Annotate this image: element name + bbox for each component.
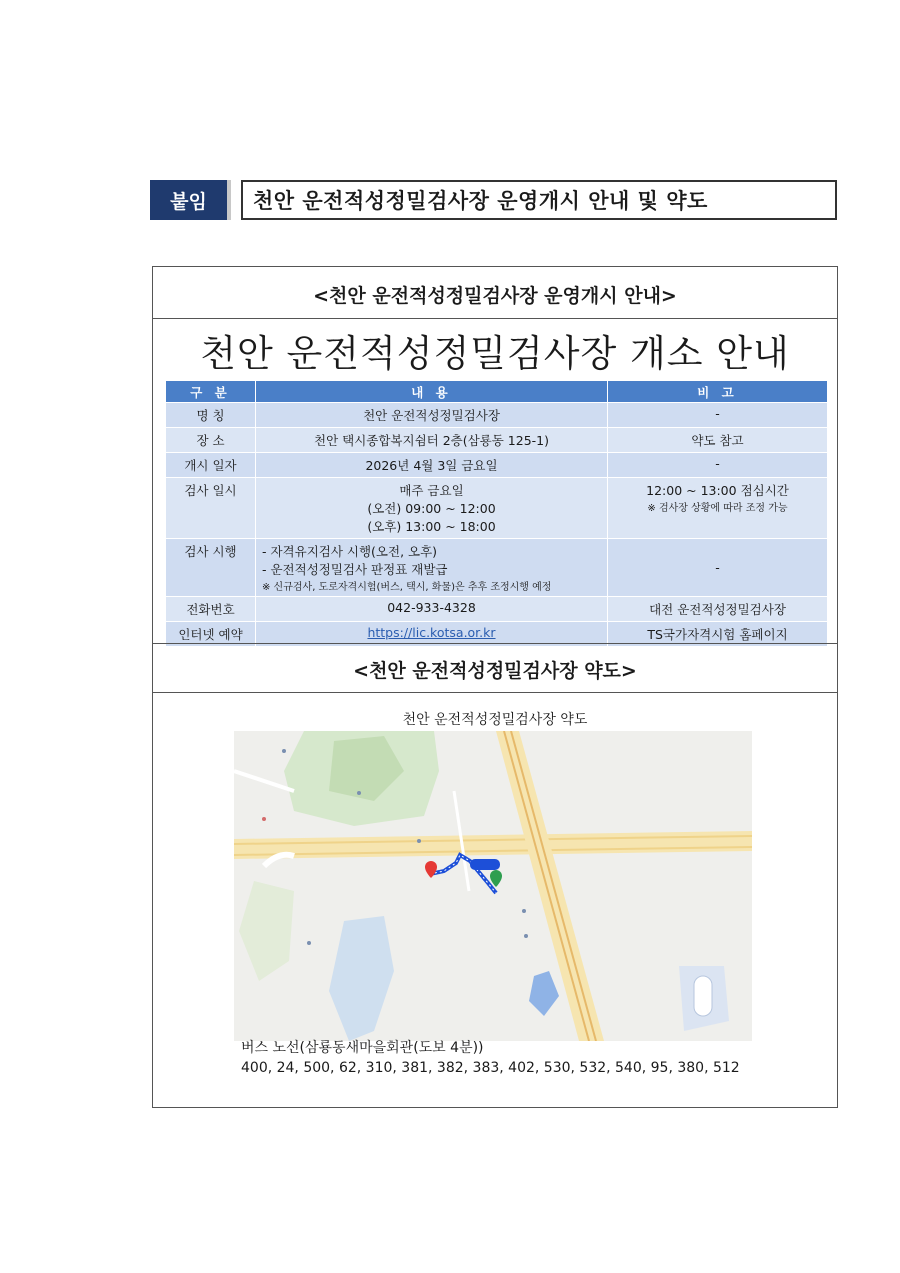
row-note: - <box>608 453 828 478</box>
exam-line-2: - 운전적성정밀검사 판정표 재발급 <box>262 562 448 577</box>
table-row <box>166 539 828 597</box>
notice-box <box>152 266 838 1108</box>
notice-section-title: <천안 운전적성정밀검사장 운영개시 안내> <box>313 285 677 307</box>
row-label: 명 칭 <box>166 403 256 428</box>
adjust-note: ※ 검사장 상황에 따라 조정 가능 <box>647 503 788 514</box>
row-label: 인터넷 예약 <box>166 622 256 647</box>
row-content <box>256 539 608 597</box>
document-title: 천안 운전적성정밀검사장 운영개시 안내 및 약도 <box>241 180 837 220</box>
hours-am: (오전) 09:00 ~ 12:00 <box>367 501 496 516</box>
hours-pm: (오후) 13:00 ~ 18:00 <box>367 519 496 534</box>
divider <box>153 318 837 319</box>
col-header-content: 내 용 <box>256 381 608 403</box>
divider <box>153 643 837 644</box>
table-row <box>166 403 828 428</box>
row-label: 전화번호 <box>166 597 256 622</box>
map-caption: 천안 운전적성정밀검사장 약도 <box>402 712 588 728</box>
location-map <box>234 731 752 1041</box>
attachment-tag: 붙임 <box>150 180 231 220</box>
lunch-note: 12:00 ~ 13:00 점심시간 <box>646 483 789 498</box>
row-label: 장 소 <box>166 428 256 453</box>
table-row <box>166 597 828 622</box>
row-content: 천안 운전적성정밀검사장 <box>256 403 608 428</box>
table-row <box>166 478 828 539</box>
row-note: 약도 참고 <box>608 428 828 453</box>
row-content: 042-933-4328 <box>256 597 608 622</box>
hours-day: 매주 금요일 <box>399 483 464 498</box>
opening-big-title: 천안 운전적성정밀검사장 개소 안내 <box>200 332 790 375</box>
row-label: 개시 일자 <box>166 453 256 478</box>
exam-footnote: ※ 신규검사, 도로자격시험(버스, 택시, 화물)은 추후 조정시행 예정 <box>262 582 552 593</box>
row-note <box>608 478 828 539</box>
row-content: 천안 택시종합복지쉼터 2층(삼룡동 125-1) <box>256 428 608 453</box>
table-row <box>166 428 828 453</box>
row-label: 검사 일시 <box>166 478 256 539</box>
row-content: 2026년 4월 3일 금요일 <box>256 453 608 478</box>
info-table <box>165 380 828 647</box>
row-note: - <box>608 403 828 428</box>
col-header-note: 비 고 <box>608 381 828 403</box>
row-note: - <box>608 539 828 597</box>
row-label: 검사 시행 <box>166 539 256 597</box>
reservation-link[interactable]: https://lic.kotsa.or.kr <box>367 625 496 640</box>
row-content <box>256 478 608 539</box>
exam-line-1: - 자격유지검사 시행(오전, 오후) <box>262 544 438 559</box>
map-drawing <box>234 731 752 1041</box>
bus-route-title: 버스 노선(삼룡동새마을회관(도보 4분)) <box>241 1040 484 1056</box>
col-header-category: 구 분 <box>166 381 256 403</box>
row-note: 대전 운전적성정밀검사장 <box>608 597 828 622</box>
table-row <box>166 453 828 478</box>
divider <box>153 692 837 693</box>
bus-route-list: 400, 24, 500, 62, 310, 381, 382, 383, 402, 530, 532, 540, 95, 380, 512 <box>241 1060 740 1076</box>
map-section-title: <천안 운전적성정밀검사장 약도> <box>353 660 637 682</box>
row-note: TS국가자격시험 홈페이지 <box>608 622 828 647</box>
